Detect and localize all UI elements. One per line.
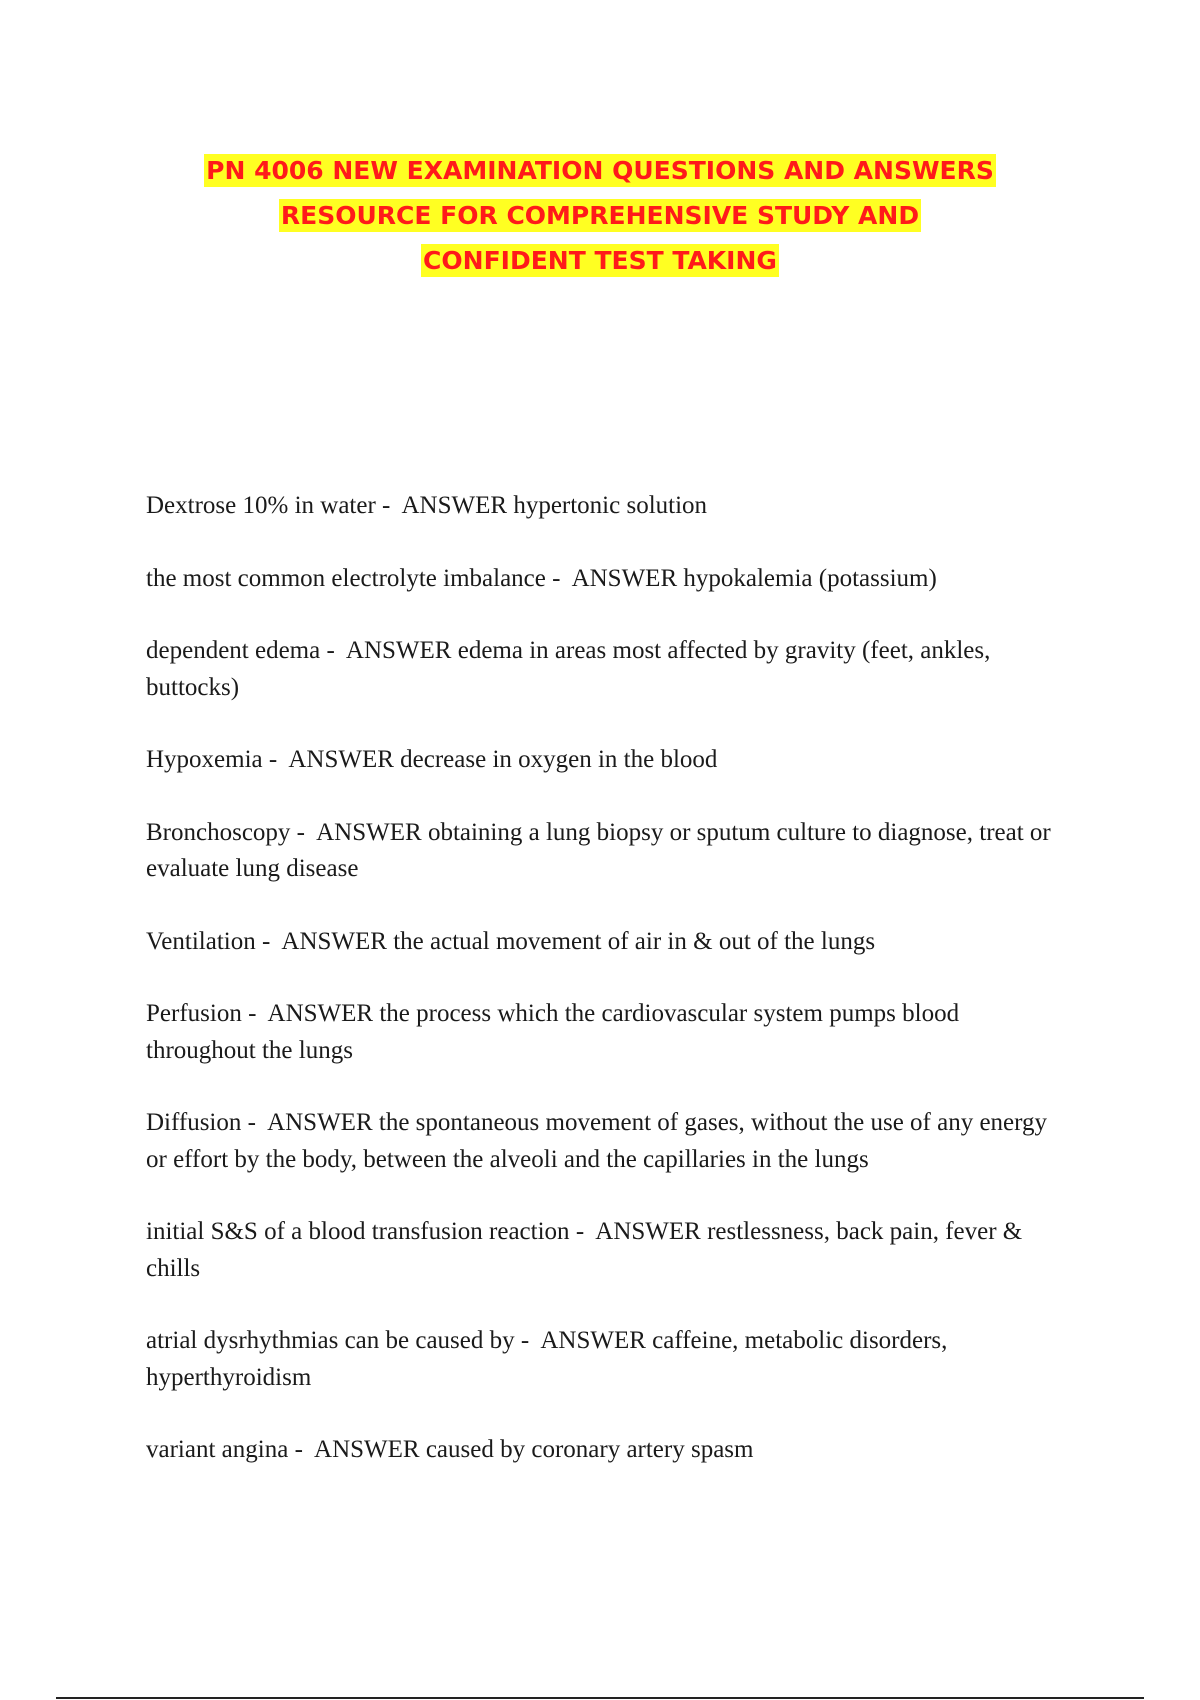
answer-label: ANSWER — [540, 1327, 646, 1354]
qa-item — [146, 1105, 1066, 1178]
qa-item — [146, 815, 1066, 888]
qa-answer: obtaining a lung biopsy or sputum culture to diagnose, treat or evaluate lung disease — [146, 818, 1051, 882]
answer-label: ANSWER — [288, 746, 394, 773]
qa-item — [146, 488, 1066, 525]
qa-term: Hypoxemia - — [146, 746, 288, 773]
qa-term: Ventilation - — [146, 928, 281, 955]
qa-answer: the process which the cardiovascular system pumps blood throughout the lungs — [146, 1000, 960, 1064]
answer-label: ANSWER — [316, 818, 422, 846]
qa-term: Bronchoscopy - — [146, 819, 316, 846]
title-line — [100, 148, 1100, 193]
answer-label: ANSWER — [401, 492, 508, 519]
bottom-divider — [56, 1697, 1144, 1699]
qa-answer: caused by coronary artery spasm — [425, 1436, 754, 1463]
answer-label: ANSWER — [595, 1218, 701, 1245]
title-line-text: CONFIDENT TEST TAKING — [423, 246, 777, 275]
title-line — [100, 238, 1100, 283]
qa-term: initial S&S of a blood transfusion reaction - — [146, 1218, 595, 1245]
qa-term: Diffusion - — [146, 1109, 267, 1136]
qa-answer: restlessness, back pain, fever & chills — [146, 1218, 1023, 1282]
qa-item — [146, 633, 1066, 706]
answer-label: ANSWER — [281, 927, 387, 955]
qa-list — [146, 488, 1066, 1505]
qa-answer: caffeine, metabolic disorders, hyperthyroidism — [146, 1327, 948, 1391]
answer-label: ANSWER — [267, 1109, 373, 1136]
title-line-text: RESOURCE FOR COMPREHENSIVE STUDY AND — [280, 201, 920, 230]
qa-item — [146, 1214, 1066, 1287]
qa-item — [146, 924, 1066, 961]
qa-item — [146, 1323, 1066, 1396]
qa-item — [146, 996, 1066, 1069]
qa-answer: hypokalemia (potassium) — [683, 564, 937, 592]
qa-term: Dextrose 10% in water - — [146, 492, 402, 519]
qa-answer: hypertonic solution — [513, 492, 708, 519]
answer-label: ANSWER — [345, 637, 452, 664]
qa-term: dependent edema - — [146, 637, 346, 664]
qa-answer: decrease in oxygen in the blood — [400, 746, 718, 773]
qa-item — [146, 1432, 1066, 1469]
qa-item — [146, 742, 1066, 779]
qa-term: Perfusion - — [146, 1000, 268, 1027]
answer-label: ANSWER — [314, 1436, 420, 1463]
qa-term: atrial dysrhythmias can be caused by - — [146, 1327, 540, 1354]
qa-term: the most common electrolyte imbalance - — [146, 565, 572, 592]
qa-answer: edema in areas most affected by gravity (feet, ankles, buttocks) — [146, 637, 991, 701]
answer-label: ANSWER — [571, 564, 678, 592]
qa-item — [146, 561, 1066, 598]
qa-answer: the actual movement of air in & out of the lungs — [393, 927, 876, 955]
title-line — [100, 193, 1100, 238]
qa-term: variant angina - — [146, 1436, 314, 1463]
document-title — [100, 148, 1100, 283]
qa-answer: the spontaneous movement of gases, without the use of any energy or effort by the body, between the alveoli and the capillaries in the lungs — [146, 1109, 1048, 1173]
title-line-text: PN 4006 NEW EXAMINATION QUESTIONS AND ANSWERS — [206, 156, 994, 185]
answer-label: ANSWER — [267, 1000, 374, 1027]
